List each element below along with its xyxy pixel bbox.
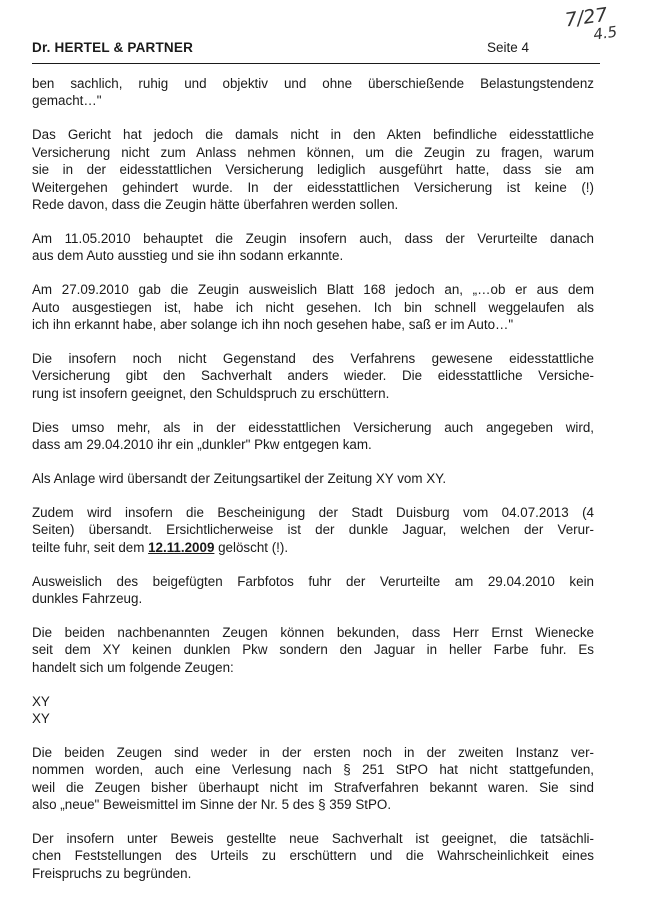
- text-line: Auto ausgestiegen ist, habe ich nicht gesehen. Ich bin schnell weggelaufen als: [32, 299, 594, 315]
- paragraph: [32, 573, 594, 608]
- text-line: Versicherung gibt den Sachverhalt anders wieder. Die eidesstattliche Versiche-: [32, 368, 594, 384]
- text-line: Rede davon, dass die Zeugin hätte überfahren werden sollen.: [32, 196, 399, 212]
- text-line: also „neue" Beweismittel im Sinne der Nr. 5 des § 359 StPO.: [32, 797, 392, 813]
- text-fragment: teilte fuhr, seit dem: [32, 539, 149, 555]
- paragraph: [32, 470, 594, 487]
- text-fragment: gelöscht (!).: [214, 539, 289, 555]
- text-line: Ausweislich des beigefügten Farbfotos fuhr der Verurteilte am 29.04.2010 kein: [32, 573, 594, 589]
- text-line: sie in der eidesstattlichen Versicherung lediglich ausgeführt hatte, dass sie am: [32, 162, 594, 178]
- text-line: handelt sich um folgende Zeugen:: [32, 659, 234, 675]
- firm-name: Dr. HERTEL & PARTNER: [32, 40, 194, 55]
- text-line: rung ist insofern geeignet, den Schuldspruch zu erschüttern.: [32, 385, 390, 401]
- text-line: [32, 539, 594, 556]
- letterhead: [32, 40, 592, 60]
- witness-list: [32, 693, 594, 728]
- paragraph: [32, 75, 594, 110]
- text-line: ben sachlich, ruhig und objektiv und ohne überschießende Belastungstendenz: [32, 76, 594, 91]
- paragraph: [32, 624, 594, 676]
- text-line: Am 27.09.2010 gab die Zeugin ausweislich Blatt 168 jedoch an, „…ob er aus dem: [32, 282, 594, 298]
- handwritten-note: [564, 3, 619, 48]
- paragraph: [32, 126, 594, 213]
- witness-item: XY: [32, 710, 50, 726]
- header-divider: [32, 63, 600, 64]
- text-line: Am 11.05.2010 behauptet die Zeugin insofern auch, dass der Verurteilte danach: [32, 230, 594, 246]
- paragraph: [32, 744, 594, 814]
- paragraph: [32, 830, 594, 882]
- text-line: Freispruchs zu begründen.: [32, 865, 192, 881]
- text-line: Weitergehen gehindert wurde. In der eidesstattlichen Versicherung ist keine (!): [32, 179, 594, 195]
- paragraph: [32, 350, 594, 402]
- text-line: Seiten) übersandt. Ersichtlicherweise ist der dunkle Jaguar, welchen der Verur-: [32, 522, 594, 538]
- text-line: Als Anlage wird übersandt der Zeitungsartikel der Zeitung XY vom XY.: [32, 470, 447, 486]
- text-line: chen Feststellungen des Urteils zu erschüttern und die Wahrscheinlichkeit eines: [32, 848, 594, 864]
- text-line: Zudem wird insofern die Bescheinigung der Stadt Duisburg vom 04.07.2013 (4: [32, 504, 594, 520]
- text-line: Das Gericht hat jedoch die damals nicht in den Akten befindliche eidesstattliche: [32, 127, 594, 143]
- paragraph: [32, 230, 594, 265]
- page-number: Seite 4: [487, 40, 530, 55]
- text-line: Dies umso mehr, als in der eidesstattlichen Versicherung auch angegeben wird,: [32, 419, 594, 435]
- text-line: gemacht…": [32, 93, 102, 109]
- text-line: aus dem Auto ausstieg und sie ihn sodann erkannte.: [32, 248, 344, 264]
- handwritten-note-line: 4.5: [592, 22, 619, 44]
- witness-item: XY: [32, 693, 50, 709]
- text-line: ich ihn erkannt habe, aber solange ich ihn noch gesehen habe, saß er im Auto…": [32, 316, 514, 332]
- paragraph-duisburg-certificate: [32, 504, 594, 556]
- text-line: Der insofern unter Beweis gestellte neue Sachverhalt ist geeignet, die tatsächli-: [32, 831, 594, 846]
- text-line: dunkles Fahrzeug.: [32, 590, 143, 606]
- text-line: nommen worden, auch eine Verlesung nach § 251 StPO hat nicht stattgefunden,: [32, 762, 594, 778]
- text-line: Die beiden Zeugen sind weder in der ersten noch in der zweiten Instanz ver-: [32, 744, 594, 760]
- text-line: dass am 29.04.2010 ihr ein „dunkler" Pkw entgegen kam.: [32, 437, 372, 452]
- paragraph: [32, 281, 594, 333]
- text-line: seit dem XY keinen dunklen Pkw sondern den Jaguar in heller Farbe fuhr. Es: [32, 642, 594, 658]
- text-line: Die beiden nachbenannten Zeugen können bekunden, dass Herr Ernst Wienecke: [32, 624, 594, 640]
- paragraph: [32, 419, 594, 454]
- text-line: weil die Zeugen bisher überhaupt nicht im Strafverfahren bekannt waren. Sie sind: [32, 779, 594, 795]
- handwritten-note-line: 7/27: [563, 3, 609, 32]
- text-line: Versicherung nicht zum Anlass nehmen können, um die Zeugin zu fragen, warum: [32, 144, 594, 160]
- text-line: Die insofern noch nicht Gegenstand des Verfahrens gewesene eidesstattliche: [32, 350, 594, 366]
- highlighted-date: 12.11.2009: [148, 539, 215, 555]
- letter-body: [32, 75, 594, 899]
